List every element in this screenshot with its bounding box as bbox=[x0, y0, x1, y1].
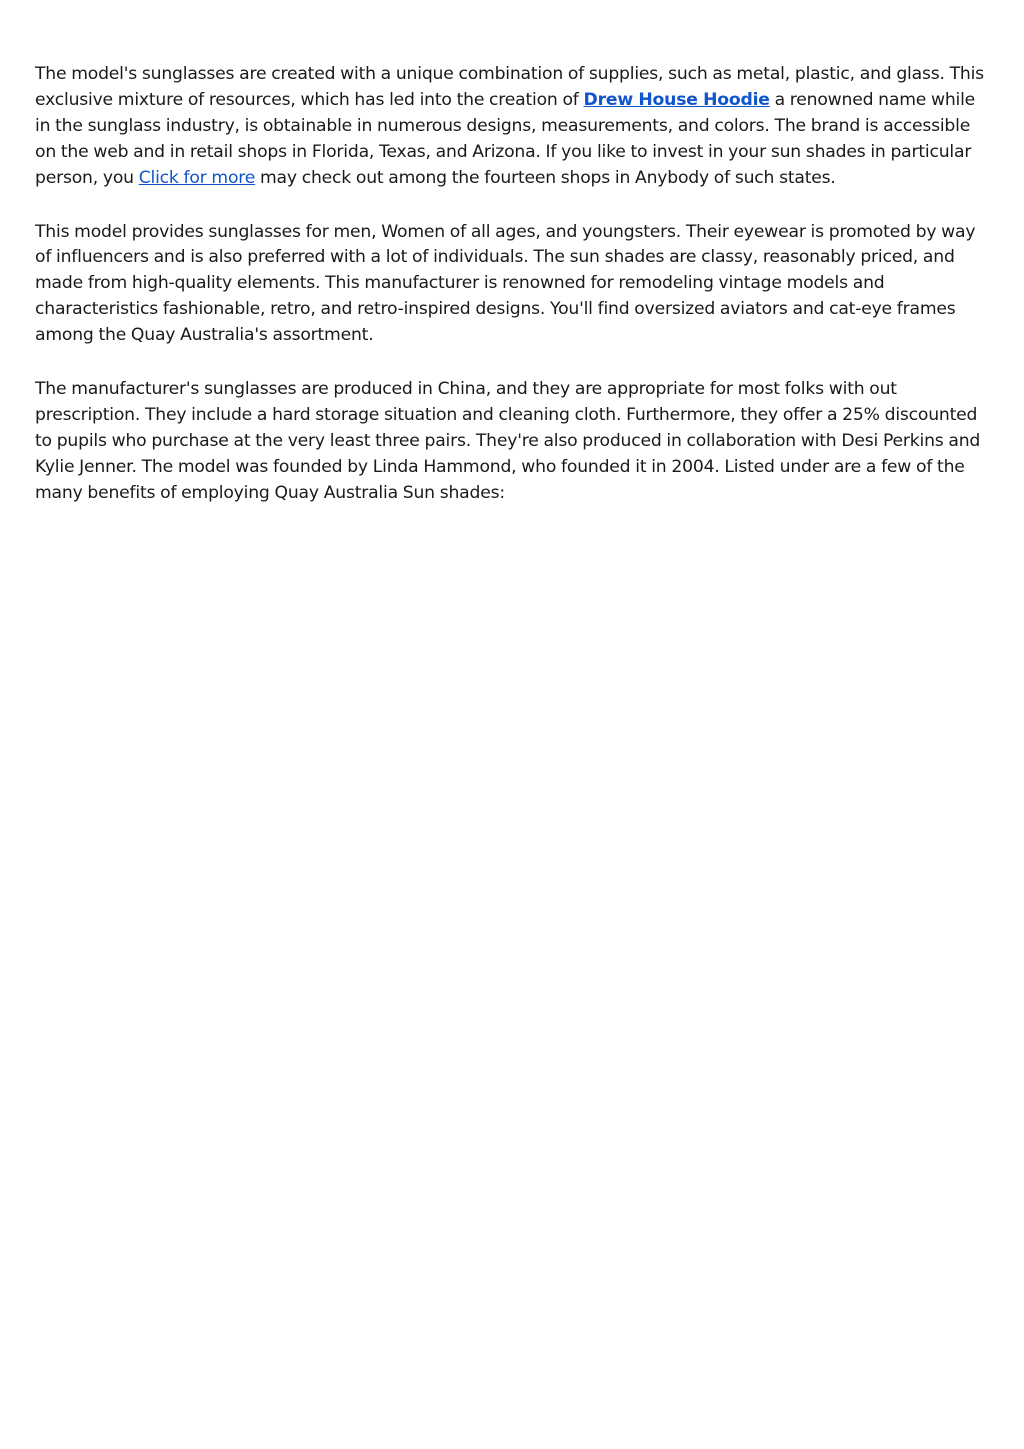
drew-house-hoodie-link[interactable]: Drew House Hoodie bbox=[583, 89, 770, 110]
click-for-more-link[interactable]: Click for more bbox=[138, 167, 256, 188]
document-body bbox=[35, 62, 995, 535]
paragraph-1-text-middle: a renowned name while in the sunglass industry, is obtainable in numerous designs, measurements, and colors. The brand is accessible on the web and in retail shops in Florida, Texas, and Arizona. If you like to invest in your sun shades in particular person, you bbox=[35, 89, 976, 188]
paragraph-1-text-end: may check out among the fourteen shops in Anybody of such states. bbox=[255, 167, 836, 188]
paragraph-1 bbox=[35, 62, 995, 192]
paragraph-3: The manufacturer's sunglasses are produced in China, and they are appropriate for most folks with out prescription. They include a hard storage situation and cleaning cloth. Furthermore, they offer a 25% discounted to pupils who purchase at the very least three pairs. They're also produced in collaboration with Desi Perkins and Kylie Jenner. The model was founded by Linda Hammond, who founded it in 2004. Listed under are a few of the many benefits of employing Quay Australia Sun shades: bbox=[35, 379, 981, 503]
paragraph-1-text-start: The model's sunglasses are created with a unique combination of supplies, such as metal, plastic, and glass. This exclusive mixture of resources, which has led into the creation of bbox=[35, 64, 984, 110]
paragraph-2: This model provides sunglasses for men, Women of all ages, and youngsters. Their eyewear is promoted by way of influencers and is also preferred with a lot of individuals. The sun shades are classy, reasonably priced, and made from high-quality elements. This manufacturer is renowned for remodeling vintage models and characteristics fashionable, retro, and retro-inspired designs. You'll find oversized aviators and cat-eye frames among the Quay Australia's assortment. bbox=[35, 221, 976, 346]
